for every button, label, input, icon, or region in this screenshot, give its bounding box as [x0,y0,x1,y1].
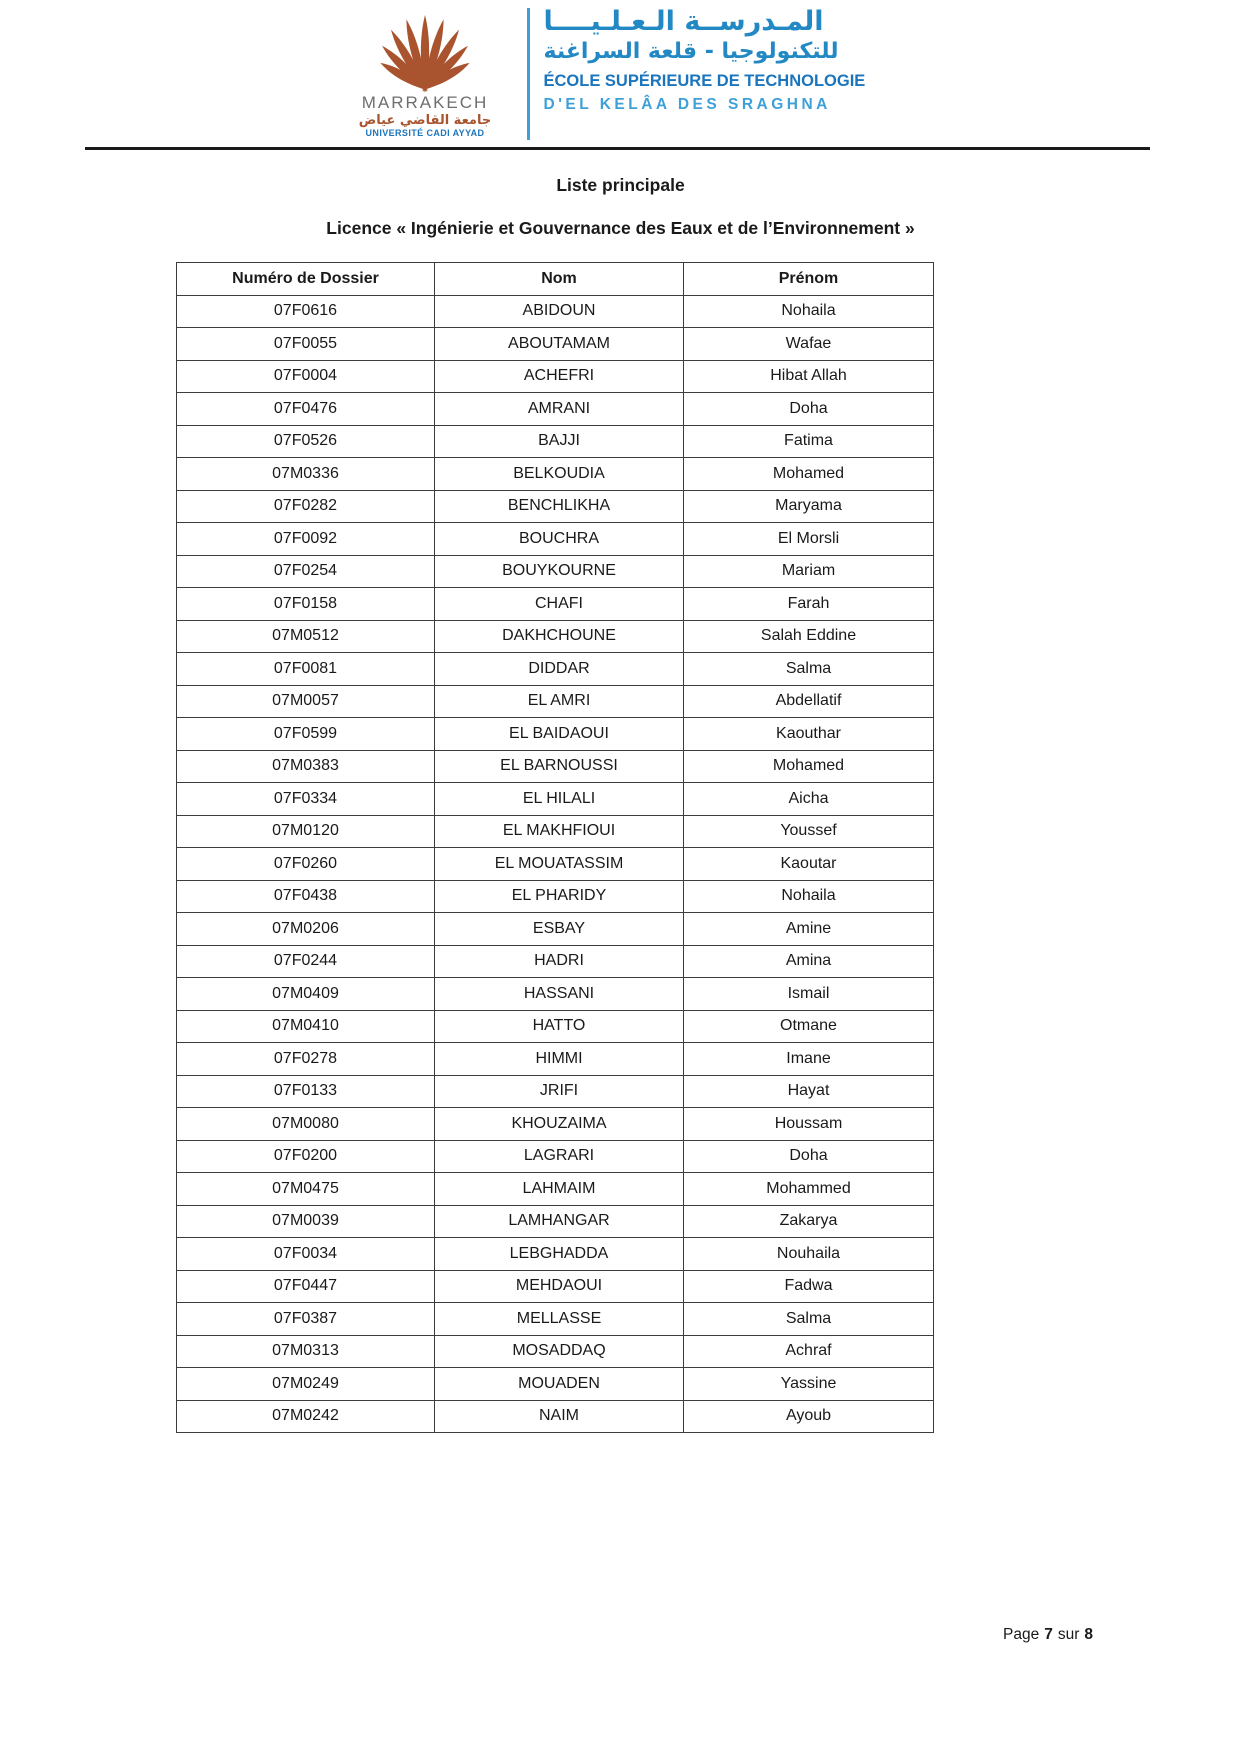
dossier-cell: 07M0313 [177,1335,435,1368]
prenom-cell: Nohaila [684,295,934,328]
nom-cell: MOSADDAQ [435,1335,684,1368]
prenom-cell: Nouhaila [684,1238,934,1271]
dossier-cell: 07F0004 [177,360,435,393]
prenom-cell: Houssam [684,1108,934,1141]
nom-cell: LAHMAIM [435,1173,684,1206]
table-row [177,1368,934,1401]
nom-cell: EL AMRI [435,685,684,718]
table-row [177,1335,934,1368]
prenom-cell: Nohaila [684,880,934,913]
dossier-cell: 07F0476 [177,393,435,426]
prenom-cell: Amina [684,945,934,978]
page-label: Page [1003,1626,1040,1643]
nom-cell: HADRI [435,945,684,978]
table-row [177,848,934,881]
prenom-cell: Mohammed [684,1173,934,1206]
dossier-cell: 07F0081 [177,653,435,686]
table-row [177,393,934,426]
nom-cell: EL MAKHFIOUI [435,815,684,848]
prenom-cell: Doha [684,393,934,426]
university-logo [338,4,513,144]
letterhead [338,4,904,144]
prenom-cell: Ayoub [684,1400,934,1433]
prenom-cell: Achraf [684,1335,934,1368]
dossier-cell: 07M0120 [177,815,435,848]
prenom-cell: Imane [684,1043,934,1076]
header-horizontal-rule [85,147,1150,150]
dossier-cell: 07M0410 [177,1010,435,1043]
prenom-cell: Youssef [684,815,934,848]
table-row [177,653,934,686]
dossier-cell: 07F0133 [177,1075,435,1108]
school-name-arabic-line2: للتكنولوجيا - قلعة السراغنة [543,39,839,65]
header-vertical-divider [527,8,530,140]
school-name-block [544,4,904,144]
student-roster-table [176,262,934,1433]
page-footer [1003,1626,1093,1644]
dossier-cell: 07M0080 [177,1108,435,1141]
school-name-french-line1: ÉCOLE SUPÉRIEURE DE TECHNOLOGIE [543,71,866,90]
total-pages: 8 [1084,1626,1093,1643]
prenom-cell: Mohamed [684,458,934,491]
logo-wordmark: MARRAKECH [361,93,489,112]
table-row [177,880,934,913]
prenom-cell: Kaoutar [684,848,934,881]
dossier-cell: 07F0260 [177,848,435,881]
prenom-cell: Amine [684,913,934,946]
nom-cell: DIDDAR [435,653,684,686]
column-header-dossier: Numéro de Dossier [177,263,435,296]
logo-university-caption: UNIVERSITÉ CADI AYYAD [365,127,485,138]
dossier-cell: 07M0206 [177,913,435,946]
table-row [177,1303,934,1336]
nom-cell: KHOUZAIMA [435,1108,684,1141]
table-row [177,1238,934,1271]
dossier-cell: 07F0244 [177,945,435,978]
dossier-cell: 07F0447 [177,1270,435,1303]
nom-cell: MOUADEN [435,1368,684,1401]
prenom-cell: Maryama [684,490,934,523]
table-row [177,1043,934,1076]
nom-cell: LAGRARI [435,1140,684,1173]
table-row [177,523,934,556]
nom-cell: NAIM [435,1400,684,1433]
program-subtitle: Licence « Ingénierie et Gouvernance des Eaux et de l’Environnement » [326,218,915,238]
page-separator: sur [1057,1626,1080,1643]
nom-cell: ABOUTAMAM [435,328,684,361]
school-name-arabic-line1: المـدرســة الـعـلـيــــا [543,6,824,37]
prenom-cell: Salma [684,1303,934,1336]
table-row [177,978,934,1011]
dossier-cell: 07F0055 [177,328,435,361]
dossier-cell: 07M0057 [177,685,435,718]
prenom-cell: Ismail [684,978,934,1011]
school-name-french-line2: D'EL KELÂA DES SRAGHNA [543,96,831,114]
nom-cell: ABIDOUN [435,295,684,328]
nom-cell: MEHDAOUI [435,1270,684,1303]
dossier-cell: 07F0526 [177,425,435,458]
table-row [177,458,934,491]
table-row [177,750,934,783]
prenom-cell: Doha [684,1140,934,1173]
dossier-cell: 07F0158 [177,588,435,621]
table-row [177,815,934,848]
nom-cell: BELKOUDIA [435,458,684,491]
table-row [177,1173,934,1206]
table-body [177,295,934,1433]
nom-cell: HATTO [435,1010,684,1043]
nom-cell: ESBAY [435,913,684,946]
nom-cell: BENCHLIKHA [435,490,684,523]
prenom-cell: Kaouthar [684,718,934,751]
table-row [177,913,934,946]
prenom-cell: Fatima [684,425,934,458]
column-header-nom: Nom [435,263,684,296]
nom-cell: LAMHANGAR [435,1205,684,1238]
table-row [177,945,934,978]
prenom-cell: Aicha [684,783,934,816]
nom-cell: EL BAIDAOUI [435,718,684,751]
nom-cell: HASSANI [435,978,684,1011]
nom-cell: CHAFI [435,588,684,621]
dossier-cell: 07F0387 [177,1303,435,1336]
nom-cell: BAJJI [435,425,684,458]
dossier-cell: 07M0249 [177,1368,435,1401]
dossier-cell: 07M0242 [177,1400,435,1433]
prenom-cell: Abdellatif [684,685,934,718]
logo-arabic-caption: جامعة القاضي عياض [358,113,492,128]
table-row [177,425,934,458]
prenom-cell: Otmane [684,1010,934,1043]
table-row [177,1108,934,1141]
dossier-cell: 07M0409 [177,978,435,1011]
table-row [177,588,934,621]
table-row [177,620,934,653]
table-row [177,1140,934,1173]
nom-cell: BOUCHRA [435,523,684,556]
table-row [177,555,934,588]
nom-cell: EL HILALI [435,783,684,816]
nom-cell: EL PHARIDY [435,880,684,913]
table-row [177,1075,934,1108]
dossier-cell: 07M0512 [177,620,435,653]
nom-cell: HIMMI [435,1043,684,1076]
table-row [177,1270,934,1303]
dossier-cell: 07F0334 [177,783,435,816]
page-number: 7 [1044,1626,1053,1643]
prenom-cell: Hibat Allah [684,360,934,393]
prenom-cell: Yassine [684,1368,934,1401]
nom-cell: EL BARNOUSSI [435,750,684,783]
table-row [177,1205,934,1238]
dossier-cell: 07F0616 [177,295,435,328]
palm-fan-logo-icon [366,4,484,96]
page-title: Liste principale [556,175,685,195]
dossier-cell: 07M0475 [177,1173,435,1206]
prenom-cell: Salah Eddine [684,620,934,653]
prenom-cell: Mohamed [684,750,934,783]
prenom-cell: El Morsli [684,523,934,556]
dossier-cell: 07F0438 [177,880,435,913]
prenom-cell: Farah [684,588,934,621]
column-header-prenom: Prénom [684,263,934,296]
dossier-cell: 07F0034 [177,1238,435,1271]
prenom-cell: Zakarya [684,1205,934,1238]
prenom-cell: Salma [684,653,934,686]
dossier-cell: 07F0278 [177,1043,435,1076]
dossier-cell: 07F0200 [177,1140,435,1173]
dossier-cell: 07M0383 [177,750,435,783]
table-row [177,1010,934,1043]
nom-cell: EL MOUATASSIM [435,848,684,881]
prenom-cell: Wafae [684,328,934,361]
dossier-cell: 07F0092 [177,523,435,556]
dossier-cell: 07F0282 [177,490,435,523]
table-row [177,360,934,393]
prenom-cell: Mariam [684,555,934,588]
nom-cell: BOUYKOURNE [435,555,684,588]
dossier-cell: 07M0336 [177,458,435,491]
table-row [177,718,934,751]
nom-cell: LEBGHADDA [435,1238,684,1271]
table-row [177,783,934,816]
dossier-cell: 07F0254 [177,555,435,588]
dossier-cell: 07F0599 [177,718,435,751]
nom-cell: JRIFI [435,1075,684,1108]
nom-cell: ACHEFRI [435,360,684,393]
table-row [177,490,934,523]
table-row [177,328,934,361]
prenom-cell: Fadwa [684,1270,934,1303]
table-row [177,685,934,718]
table-header-row [177,263,934,296]
nom-cell: MELLASSE [435,1303,684,1336]
nom-cell: DAKHCHOUNE [435,620,684,653]
prenom-cell: Hayat [684,1075,934,1108]
nom-cell: AMRANI [435,393,684,426]
dossier-cell: 07M0039 [177,1205,435,1238]
table-row [177,295,934,328]
table-row [177,1400,934,1433]
